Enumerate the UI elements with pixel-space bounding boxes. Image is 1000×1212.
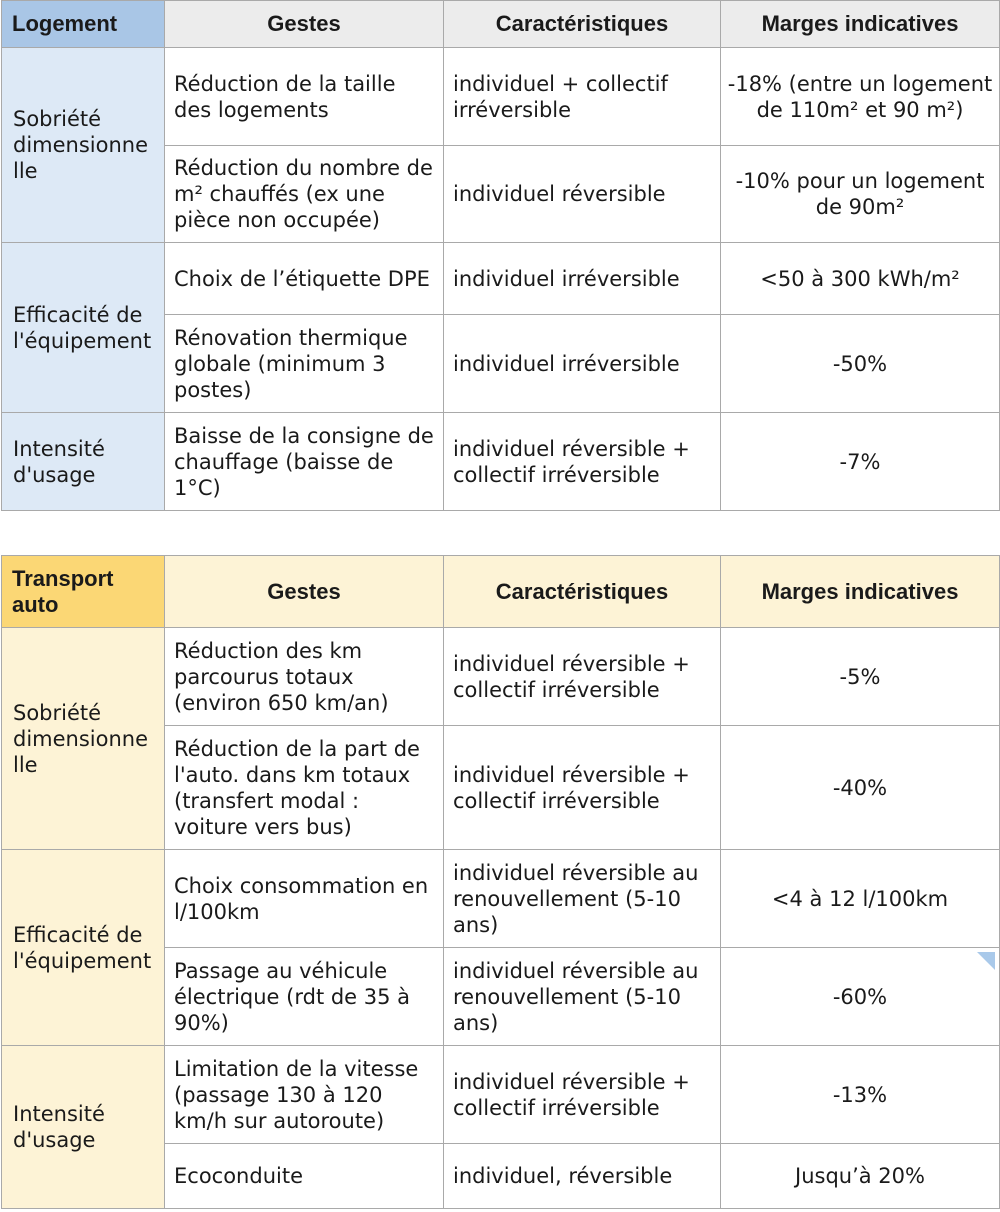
caracteristique-cell: individuel irréversible	[444, 243, 721, 315]
marge-cell: -60%	[721, 948, 1000, 1046]
table-row	[2, 1046, 1000, 1144]
geste-cell: Choix consommation en l/100km	[165, 850, 444, 948]
header-caracteristiques: Caractéristiques	[444, 1, 721, 48]
header-marges: Marges indicatives	[721, 556, 1000, 628]
transport-corner-header: Transport auto	[2, 556, 165, 628]
category-cell: Efficacité de l'équipement	[2, 243, 165, 413]
category-cell: Intensité d'usage	[2, 1046, 165, 1209]
geste-cell: Choix de l’étiquette DPE	[165, 243, 444, 315]
category-cell: Intensité d'usage	[2, 413, 165, 511]
transport-table	[1, 555, 1000, 1209]
geste-cell: Réduction de la taille des logements	[165, 48, 444, 146]
logement-corner-header: Logement	[2, 1, 165, 48]
geste-cell: Limitation de la vitesse (passage 130 à 120 km/h sur autoroute)	[165, 1046, 444, 1144]
geste-cell: Rénovation thermique globale (minimum 3 postes)	[165, 315, 444, 413]
table-row	[2, 413, 1000, 511]
caracteristique-cell: individuel réversible au renouvellement (5-10 ans)	[444, 948, 721, 1046]
marge-cell: -13%	[721, 1046, 1000, 1144]
header-marges: Marges indicatives	[721, 1, 1000, 48]
marge-cell: Jusqu’à 20%	[721, 1144, 1000, 1209]
marge-cell: -5%	[721, 628, 1000, 726]
header-caracteristiques: Caractéristiques	[444, 556, 721, 628]
geste-cell: Passage au véhicule électrique (rdt de 35 à 90%)	[165, 948, 444, 1046]
caracteristique-cell: individuel réversible	[444, 146, 721, 243]
table-row	[2, 243, 1000, 315]
marge-cell: -7%	[721, 413, 1000, 511]
marge-cell: -50%	[721, 315, 1000, 413]
caracteristique-cell: individuel réversible + collectif irréversible	[444, 413, 721, 511]
comment-marker-icon	[977, 952, 995, 970]
geste-cell: Réduction du nombre de m² chauffés (ex une pièce non occupée)	[165, 146, 444, 243]
marge-cell: -18% (entre un logement de 110m² et 90 m²)	[721, 48, 1000, 146]
table-row	[2, 850, 1000, 948]
marge-cell: -40%	[721, 726, 1000, 850]
marge-cell: <4 à 12 l/100km	[721, 850, 1000, 948]
table-row	[2, 48, 1000, 146]
caracteristique-cell: individuel réversible + collectif irréversible	[444, 628, 721, 726]
geste-cell: Ecoconduite	[165, 1144, 444, 1209]
category-cell: Efficacité de l'équipement	[2, 850, 165, 1046]
category-cell: Sobriété dimensionne lle	[2, 628, 165, 850]
geste-cell: Réduction des km parcourus totaux (environ 650 km/an)	[165, 628, 444, 726]
caracteristique-cell: individuel réversible au renouvellement (5-10 ans)	[444, 850, 721, 948]
caracteristique-cell: individuel, réversible	[444, 1144, 721, 1209]
caracteristique-cell: individuel + collectif irréversible	[444, 48, 721, 146]
header-gestes: Gestes	[165, 556, 444, 628]
geste-cell: Réduction de la part de l'auto. dans km totaux (transfert modal : voiture vers bus)	[165, 726, 444, 850]
caracteristique-cell: individuel réversible + collectif irréversible	[444, 1046, 721, 1144]
category-cell: Sobriété dimensionne lle	[2, 48, 165, 243]
geste-cell: Baisse de la consigne de chauffage (baisse de 1°C)	[165, 413, 444, 511]
marge-cell: <50 à 300 kWh/m²	[721, 243, 1000, 315]
caracteristique-cell: individuel irréversible	[444, 315, 721, 413]
marge-cell: -10% pour un logement de 90m²	[721, 146, 1000, 243]
header-gestes: Gestes	[165, 1, 444, 48]
caracteristique-cell: individuel réversible + collectif irréversible	[444, 726, 721, 850]
table-row	[2, 628, 1000, 726]
logement-table	[1, 0, 1000, 511]
